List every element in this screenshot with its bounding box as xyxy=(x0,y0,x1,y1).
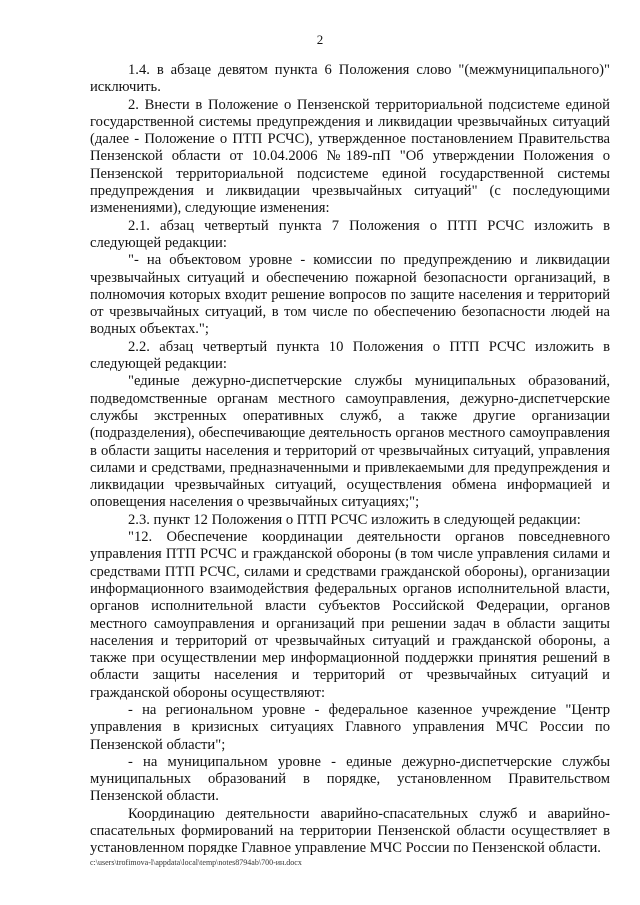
page-number: 2 xyxy=(316,32,324,47)
paragraph-2-1-text: "- на объектовом уровне - комиссии по предупреждению и ликвидации чрезвычайных ситуаций и обеспечению пожарной безопасности организаций, в полномочия которых входит решение вопросов по защите населения и территорий от чрезвычайных ситуаций, в том числе по обеспечению безопасности людей на водных объектах."; xyxy=(90,252,610,338)
paragraph-coordination: Координацию деятельности аварийно-спасательных служб и аварийно-спасательных формирований на территории Пензенской области осуществляет в установленном порядке Главное управление МЧС России по Пензенской области. xyxy=(90,805,610,857)
paragraph-municipal-level: - на муниципальном уровне - единые дежурно-диспетчерские службы муниципальных образований в порядке, установленном Правительством Пензенской области. xyxy=(90,753,610,805)
paragraph-2-2: 2.2. абзац четвертый пункта 10 Положения о ПТП РСЧС изложить в следующей редакции: xyxy=(90,338,610,373)
paragraph-2-3: 2.3. пункт 12 Положения о ПТП РСЧС изложить в следующей редакции: xyxy=(128,511,581,528)
paragraph-1-4: 1.4. в абзаце девятом пункта 6 Положения слово "(межмуниципального)" исключить. xyxy=(90,62,610,96)
document-body xyxy=(90,62,610,858)
paragraph-2-2-text: "единые дежурно-диспетчерские службы муниципальных образований, подведомственные органам местного самоуправления, дежурно-диспетчерские службы экстренных оперативных служб, а также другие организации (подразделения), обеспечивающие деятельность органов местного самоуправления в области защиты населения и территорий от чрезвычайных ситуаций, управления силами и средствами, предназначенными и привлекаемыми для предупреждения и ликвидации чрезвычайных ситуаций, осуществления обмена информацией и оповещения населения о чрезвычайных ситуациях;"; xyxy=(90,373,610,511)
paragraph-2: 2. Внести в Положение о Пензенской территориальной подсистеме единой государственной системы предупреждения и ликвидации чрезвычайных ситуаций (далее - Положение о ПТП РСЧС), утвержденное постановлением Правительства Пензенской области от 10.04.2006 №189-пП "Об утверждении Положения о Пензенской территориальной подсистеме единой государственной системы предупреждения и ликвидации чрезвычайных ситуаций" (с последующими изменениями), следующие изменения: xyxy=(90,96,610,217)
paragraph-12-text: "12. Обеспечение координации деятельности органов повседневного управления ПТП РСЧС и гражданской обороны (в том числе управления силами и средствами ПТП РСЧС, силами и средствами гражданской обороны), организации информационного взаимодействия федеральных органов исполнительной власти, органов исполнительной власти субъектов Российской Федерации, органов местного самоуправления и организаций при решении задач в области защиты населения и территорий от чрезвычайных ситуаций и гражданской обороны, а также при осуществлении мер информационной поддержки принятия решений в области защиты населения и территорий от чрезвычайных ситуаций и гражданской обороны осуществляют: xyxy=(90,529,610,701)
paragraph-regional-level: - на региональном уровне - федеральное казенное учреждение "Центр управления в кризисных ситуациях Главного управления МЧС России по Пензенской области"; xyxy=(90,701,610,753)
footer-file-path: c:\users\trofimova-l\appdata\local\temp\notes8794ab\700-ин.docx xyxy=(90,858,302,867)
paragraph-2-1: 2.1. абзац четвертый пункта 7 Положения о ПТП РСЧС изложить в следующей редакции: xyxy=(90,217,610,251)
